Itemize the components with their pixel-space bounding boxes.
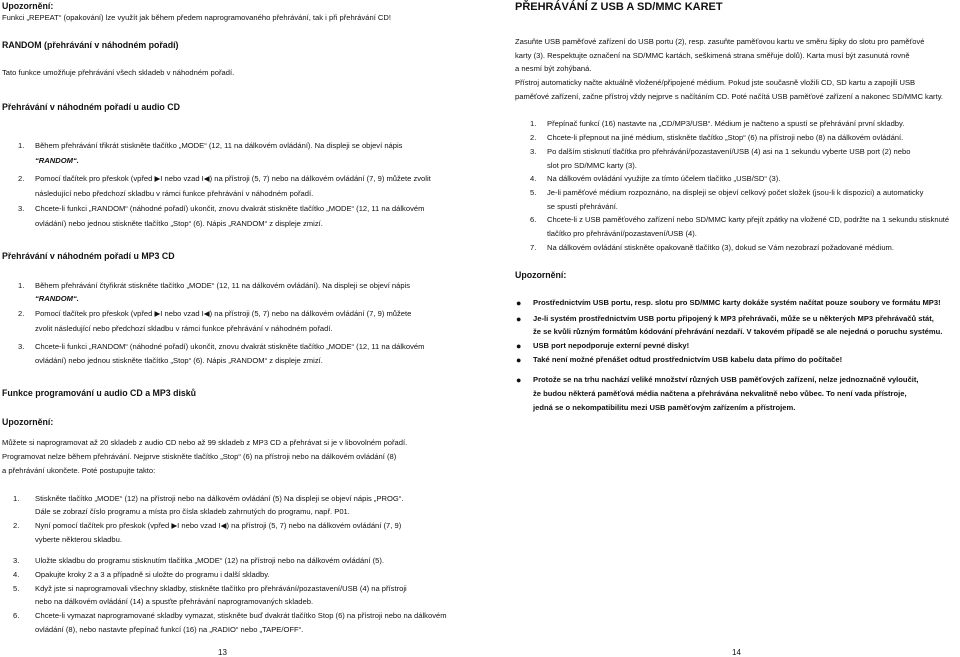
random-heading: RANDOM (přehrávání v náhodném pořadí) — [2, 40, 179, 50]
list-item-line: Chcete-li funkci „RANDOM“ (náhodné pořadí) ukončit, znovu dvakrát stiskněte tlačítko „MODE“ (12, 11 na dálkovém — [35, 342, 425, 351]
list-item-line: “RANDOM“. — [35, 294, 79, 303]
list-number: 7. — [530, 243, 537, 252]
intro-line: Zasuňte USB paměťové zařízení do USB portu (2), resp. zasuňte paměťovou kartu ve směru šipky do slotu pro paměťové — [515, 37, 925, 46]
list-number: 5. — [530, 188, 537, 197]
list-item-line: ovládání) nebo jednou stiskněte tlačítko „Stop“ (6). Nápis „RANDOM“ z displeje zmizí. — [35, 356, 323, 365]
list-number: 3. — [18, 204, 25, 213]
list-number: 1. — [13, 494, 20, 503]
bullet-line: Prostřednictvím USB portu, resp. slotu pro SD/MMC karty dokáže systém načítat pouze soubory ve formátu MP3! — [533, 298, 941, 307]
list-number: 2. — [13, 521, 20, 530]
bullet-line: že budou některá paměťová média načtena a přehrávána nekvalitně nebo vůbec. To není vada přístroje, — [533, 389, 907, 398]
list-item-line: Když jste si naprogramovali všechny skladby, stiskněte tlačítko pro přehrávání/pozastavení/USB (4) na přístroji — [35, 584, 407, 593]
list-item-line: Pomocí tlačítek pro přeskok (vpřed ▶I nebo vzad I◀) na přístroji (5, 7) nebo na dálkovém ovládání (7, 9) můžete zvolit — [35, 174, 431, 183]
bullet-line: jedná se o nekompatibilitu mezi USB paměťovým zařízením a přístrojem. — [533, 403, 796, 412]
list-item-line: Na dálkovém ovládání stiskněte opakovaně tlačítko (3), dokud se Vám nezobrazí požadované médium. — [547, 243, 894, 252]
list-item-line: ovládání) nebo jednou stiskněte tlačítko „Stop“ (6). Nápis „RANDOM“ z displeje zmizí. — [35, 219, 323, 228]
bullet-dot: ● — [516, 355, 522, 365]
cd-random-heading: Přehrávání v náhodném pořadí u audio CD — [2, 102, 180, 112]
intro-line: a nesmí být zohýbaná. — [515, 64, 592, 73]
list-item-line: Dále se zobrazí číslo programu a místa pro čísla skladeb zahrnutých do programu, např. P01. — [35, 507, 350, 516]
intro-line: paměťové zařízení, začne přístroj vždy nejprve s načítáním CD. Poté načítá USB paměťové zařízení a nakonec SD/MMC karty. — [515, 92, 944, 101]
list-item-line: tlačítko pro přehrávání/pozastavení/USB (4). — [547, 229, 697, 238]
bullet-line: že se kvůli různým formátům kódování přehrávání nezdaří. V takovém případě se ale nejedná o poruchu systému. — [533, 327, 943, 336]
list-item-line: zvolit následující nebo předchozí skladbu v rámci funkce přehrávání v náhodném pořadí. — [35, 324, 333, 333]
list-number: 2. — [18, 174, 25, 183]
list-number: 4. — [530, 174, 537, 183]
list-number: 3. — [13, 556, 20, 565]
list-item-line: slot pro SD/MMC karty (3). — [547, 161, 637, 170]
bullet-dot: ● — [516, 341, 522, 351]
list-item-line: vyberte některou skladbu. — [35, 535, 122, 544]
list-number: 2. — [530, 133, 537, 142]
page-number: 14 — [732, 648, 741, 657]
list-item-line: Během přehrávání čtyřikrát stiskněte tlačítko „MODE“ (12, 11 na dálkovém ovládání). Na displeji se objeví nápis — [35, 281, 411, 290]
list-item-line: se spustí přehrávání. — [547, 202, 618, 211]
program-note-line: a přehrávání ukončete. Poté postupujte takto: — [2, 466, 156, 475]
mp3-random-heading: Přehrávání v náhodném pořadí u MP3 CD — [2, 251, 175, 261]
list-number: 2. — [18, 309, 25, 318]
note-heading: Upozornění: — [2, 1, 54, 11]
bullet-dot: ● — [516, 298, 522, 308]
note-text: Funkci „REPEAT“ (opakování) lze využít jak během předem naprogramovaného přehrávání, tak i při přehrávání CD! — [2, 13, 392, 22]
page-number: 13 — [218, 648, 227, 657]
random-text: Tato funkce umožňuje přehrávání všech skladeb v náhodném pořadí. — [2, 68, 235, 77]
list-item-line: Je-li paměťové médium rozpoznáno, na displeji se objeví celkový počet složek (jsou-li k dispozici) a automaticky — [547, 188, 924, 197]
bullet-line: Protože se na trhu nachází veliké množství různých USB paměťových zařízení, nelze jednoznačně vyloučit, — [533, 375, 919, 384]
list-item-line: nebo na dálkovém ovládání (14) a spusťte přehrávání naprogramovaných skladeb. — [35, 597, 314, 606]
list-item-line: Nyní pomocí tlačítek pro přeskok (vpřed ▶I nebo vzad I◀) na přístroji (5, 7) nebo na dálkovém ovládání (7, 9) — [35, 521, 402, 530]
list-item-line: Pomocí tlačítek pro přeskok (vpřed ▶I nebo vzad I◀) na přístroji (5, 7) nebo na dálkovém ovládání (7, 9) můžete — [35, 309, 412, 318]
list-number: 1. — [18, 141, 25, 150]
usb-note-heading: Upozornění: — [515, 270, 567, 280]
usb-sd-heading: PŘEHRÁVÁNÍ Z USB A SD/MMC KARET — [515, 1, 723, 13]
list-item-line: Chcete-li přepnout na jiné médium, stiskněte tlačítko „Stop“ (6) na přístroji nebo (8) na dálkovém ovládání. — [547, 133, 904, 142]
list-item-line: Uložte skladbu do programu stisknutím tlačítka „MODE“ (12) na přístroji nebo na dálkovém ovládání (5). — [35, 556, 385, 565]
program-note-heading: Upozornění: — [2, 417, 54, 427]
list-number: 1. — [18, 281, 25, 290]
list-item-line: následující nebo předchozí skladbu v rámci funkce přehrávání v náhodném pořadí. — [35, 189, 314, 198]
list-number: 3. — [18, 342, 25, 351]
program-note-line: Programovat nelze během přehrávání. Nejprve stiskněte tlačítko „Stop“ (6) na přístroji nebo na dálkovém ovládání (8) — [2, 452, 397, 461]
list-number: 5. — [13, 584, 20, 593]
list-item-line: Stiskněte tlačítko „MODE“ (12) na přístroji nebo na dálkovém ovládání (5) Na displeji se objeví nápis „PROG“. — [35, 494, 404, 503]
bullet-line: USB port nepodporuje externí pevné disky! — [533, 341, 690, 350]
list-item-line: ovládání (8), nebo nastavte přepínač funkcí (16) na „RADIO“ nebo „TAPE/OFF“. — [35, 625, 304, 634]
bullet-line: Také není možné přenášet odtud prostřednictvím USB kabelu data přímo do počítače! — [533, 355, 843, 364]
list-item-line: Chcete-li z USB paměťového zařízení nebo SD/MMC karty přejít zpátky na vložené CD, podržte na 1 sekundu stisknuté — [547, 215, 950, 224]
list-item-line: Během přehrávání třikrát stiskněte tlačítko „MODE“ (12, 11 na dálkovém ovládání). Na displeji se objeví nápis — [35, 141, 403, 150]
list-item-line: Přepínač funkcí (16) nastavte na „CD/MP3/USB“. Médium je načteno a spustí se přehrávání první skladby. — [547, 119, 905, 128]
list-number: 4. — [13, 570, 20, 579]
list-item-line: “RANDOM“. — [35, 156, 79, 165]
list-item-line: Chcete-li vymazat naprogramované skladby vymazat, stiskněte buď dvakrát tlačítko Stop (6) na přístroji nebo na dálkovém — [35, 611, 447, 620]
bullet-dot: ● — [516, 314, 522, 324]
list-number: 6. — [530, 215, 537, 224]
list-number: 3. — [530, 147, 537, 156]
bullet-line: Je-li systém prostřednictvím USB portu připojený k MP3 přehrávači, může se u některých MP3 přehrávačů stát, — [533, 314, 934, 323]
right-page — [488, 0, 960, 657]
left-page — [0, 0, 472, 657]
program-heading: Funkce programování u audio CD a MP3 disků — [2, 388, 197, 398]
bullet-dot: ● — [516, 375, 522, 385]
list-item-line: Opakujte kroky 2 a 3 a případně si uložte do programu i další skladby. — [35, 570, 270, 579]
list-item-line: Chcete-li funkci „RANDOM“ (náhodné pořadí) ukončit, znovu dvakrát stiskněte tlačítko „MODE“ (12, 11 na dálkovém — [35, 204, 425, 213]
list-number: 1. — [530, 119, 537, 128]
list-number: 6. — [13, 611, 20, 620]
list-item-line: Na dálkovém ovládání využijte za tímto účelem tlačítko „USB/SD“ (3). — [547, 174, 781, 183]
program-note-line: Můžete si naprogramovat až 20 skladeb z audio CD nebo až 99 skladeb z MP3 CD a přehrávat si je v libovolném pořadí. — [2, 438, 408, 447]
list-item-line: Po dalším stisknutí tlačítka pro přehrávání/pozastavení/USB (4) asi na 1 sekundu vyberte USB port (2) nebo — [547, 147, 911, 156]
intro-line: karty (3). Respektujte označení na SD/MMC kartách, seškimená strana směřuje dolů). Karta musí být zasunutá rovně — [515, 51, 910, 60]
intro-line: Přístroj automaticky načte aktuálně vložené/připojené médium. Pokud jste současně vložili CD, SD kartu a zapojili USB — [515, 78, 916, 87]
